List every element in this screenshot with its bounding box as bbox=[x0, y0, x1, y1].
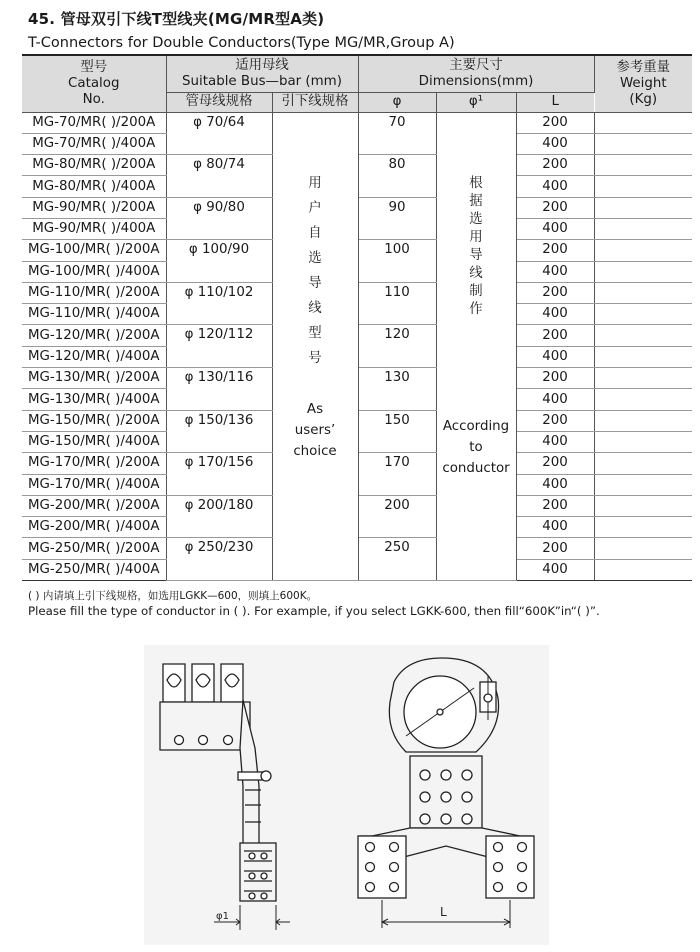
cell-busbar-spec: φ 150/136 bbox=[166, 410, 272, 453]
cell-model: MG-90/MR( )/400A bbox=[22, 218, 166, 239]
cell-model: MG-250/MR( )/200A bbox=[22, 538, 166, 559]
header-phi: φ bbox=[358, 92, 436, 112]
cell-L: 400 bbox=[516, 304, 594, 325]
cell-model: MG-100/MR( )/200A bbox=[22, 240, 166, 261]
plate-holes bbox=[420, 770, 472, 824]
cell-model: MG-70/MR( )/200A bbox=[22, 112, 166, 133]
cell-busbar-spec: φ 250/230 bbox=[166, 538, 272, 581]
cell-model: MG-80/MR( )/200A bbox=[22, 155, 166, 176]
cell-model: MG-120/MR( )/400A bbox=[22, 346, 166, 367]
cell-phi: 130 bbox=[358, 368, 436, 411]
cell-busbar-spec: φ 70/64 bbox=[166, 112, 272, 155]
cell-model: MG-80/MR( )/400A bbox=[22, 176, 166, 197]
header-weight: 参考重量 Weight (Kg) bbox=[594, 56, 692, 112]
cell-phi: 100 bbox=[358, 240, 436, 283]
cell-phi: 80 bbox=[358, 155, 436, 198]
note-chinese: ( ) 内请填上引下线规格，如选用LGKK—600，则填上600K。 bbox=[28, 590, 318, 602]
cell-phi: 250 bbox=[358, 538, 436, 581]
cell-L: 400 bbox=[516, 474, 594, 495]
cell-L: 200 bbox=[516, 197, 594, 218]
phi1-cn: 根据选用导线制作 bbox=[469, 175, 483, 317]
cell-L: 400 bbox=[516, 176, 594, 197]
cell-phi: 120 bbox=[358, 325, 436, 368]
cell-L: 200 bbox=[516, 325, 594, 346]
cell-model: MG-110/MR( )/200A bbox=[22, 282, 166, 303]
cell-phi: 150 bbox=[358, 410, 436, 453]
header-busbar-spec: 管母线规格 bbox=[166, 92, 272, 112]
cell-L: 400 bbox=[516, 431, 594, 452]
cell-L: 200 bbox=[516, 112, 594, 133]
cell-model: MG-110/MR( )/400A bbox=[22, 304, 166, 325]
cell-phi: 70 bbox=[358, 112, 436, 155]
cell-L: 200 bbox=[516, 410, 594, 431]
cell-model: MG-70/MR( )/400A bbox=[22, 133, 166, 154]
cell-phi: 110 bbox=[358, 282, 436, 325]
cell-model: MG-150/MR( )/200A bbox=[22, 410, 166, 431]
cell-busbar-spec: φ 110/102 bbox=[166, 282, 272, 325]
cell-model: MG-130/MR( )/400A bbox=[22, 389, 166, 410]
cell-L: 400 bbox=[516, 389, 594, 410]
cell-busbar-spec: φ 100/90 bbox=[166, 240, 272, 283]
center-mark-icon bbox=[437, 709, 443, 715]
cell-L: 400 bbox=[516, 559, 594, 580]
cell-L: 200 bbox=[516, 240, 594, 261]
cell-model: MG-90/MR( )/200A bbox=[22, 197, 166, 218]
cell-L: 400 bbox=[516, 218, 594, 239]
title-chinese: 45. 管母双引下线T型线夹(MG/MR型A类) bbox=[28, 10, 325, 28]
cell-model: MG-130/MR( )/200A bbox=[22, 368, 166, 389]
header-dimensions: 主要尺寸 Dimensions(mm) bbox=[358, 56, 594, 92]
cell-busbar-spec: φ 170/156 bbox=[166, 453, 272, 496]
downlead-cn: 用户自选导线型号 bbox=[308, 175, 322, 366]
cell-phi: 170 bbox=[358, 453, 436, 496]
header-downlead-spec: 引下线规格 bbox=[272, 92, 358, 112]
cell-model: MG-170/MR( )/200A bbox=[22, 453, 166, 474]
header-busbar: 适用母线 Suitable Bus—bar (mm) bbox=[166, 56, 358, 92]
cell-busbar-spec: φ 90/80 bbox=[166, 197, 272, 240]
right-pad bbox=[486, 836, 534, 898]
cell-L: 400 bbox=[516, 346, 594, 367]
cell-L: 400 bbox=[516, 517, 594, 538]
cell-L: 400 bbox=[516, 261, 594, 282]
L-dimension-label: L bbox=[440, 905, 447, 919]
cell-model: MG-250/MR( )/400A bbox=[22, 559, 166, 580]
header-L: L bbox=[516, 92, 594, 112]
cell-model: MG-150/MR( )/400A bbox=[22, 431, 166, 452]
header-catalog: 型号 Catalog No. bbox=[22, 56, 166, 112]
cell-model: MG-200/MR( )/200A bbox=[22, 495, 166, 516]
cell-model: MG-170/MR( )/400A bbox=[22, 474, 166, 495]
phi1-dimension-label: φ1 bbox=[216, 911, 229, 922]
cell-L: 400 bbox=[516, 133, 594, 154]
cell-model: MG-100/MR( )/400A bbox=[22, 261, 166, 282]
cell-busbar-spec: φ 120/112 bbox=[166, 325, 272, 368]
cell-busbar-spec: φ 200/180 bbox=[166, 495, 272, 538]
title-english: T-Connectors for Double Conductors(Type MG/MR,Group A) bbox=[28, 35, 455, 51]
cell-L: 200 bbox=[516, 538, 594, 559]
cell-busbar-spec: φ 80/74 bbox=[166, 155, 272, 198]
cell-L: 200 bbox=[516, 368, 594, 389]
cell-L: 200 bbox=[516, 282, 594, 303]
cell-busbar-spec: φ 130/116 bbox=[166, 368, 272, 411]
downlead-en: As users’ choice bbox=[293, 401, 337, 459]
note-english: Please fill the type of conductor in ( ). For example, if you select LGKK-600, then fill“600K”in“( )”. bbox=[28, 604, 600, 618]
cell-model: MG-120/MR( )/200A bbox=[22, 325, 166, 346]
cell-phi: 90 bbox=[358, 197, 436, 240]
cell-model: MG-200/MR( )/400A bbox=[22, 517, 166, 538]
cell-phi: 200 bbox=[358, 495, 436, 538]
cell-L: 200 bbox=[516, 453, 594, 474]
cell-L: 200 bbox=[516, 495, 594, 516]
cell-L: 200 bbox=[516, 155, 594, 176]
header-phi1: φ¹ bbox=[436, 92, 516, 112]
left-pad bbox=[358, 836, 406, 898]
phi1-en: According to conductor bbox=[442, 418, 510, 476]
